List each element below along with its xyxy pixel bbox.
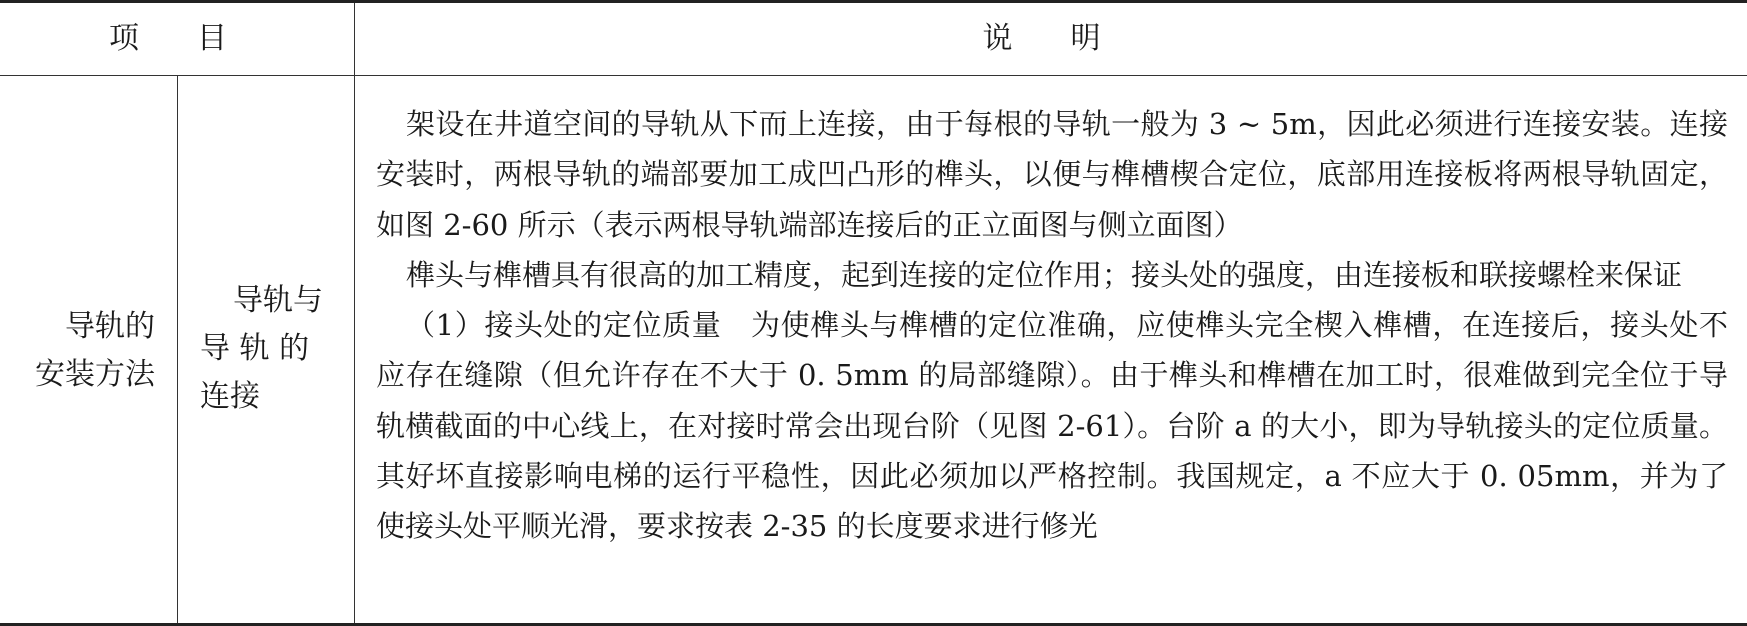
column-divider-main [354, 3, 355, 623]
row-subitem-line3: 连接 [200, 379, 260, 414]
header-divider [0, 75, 1747, 76]
row-category-line2: 安装方法 [35, 357, 155, 392]
row-subitem [200, 277, 340, 421]
row-subitem-line2: 导 轨 的 [200, 331, 310, 366]
header-description: 说明 [982, 21, 1159, 56]
row-category-line1: 导轨的 [65, 309, 155, 344]
description-paragraph: 榫头与榫槽具有很高的加工精度，起到连接的定位作用；接头处的强度，由连接板和联接螺栓来保证 [406, 257, 1683, 292]
header-item: 项目 [109, 21, 285, 56]
row-subitem-line1: 导轨与 [233, 283, 323, 318]
description-paragraph: （1）接头处的定位质量 为使榫头与榫槽的定位准确，应使榫头完全楔入榫槽，在连接后，接头处不应存在缝隙（但允许存在不大于 0. 5mm 的局部缝隙）。由于榫头和榫槽在加工时，很难做到完全位于导轨横截面的中心线上，在对接时常会出现台阶（见图 2-61）。台阶 a 的大小，即为导轨接头的定位质量。其好坏直接影响电梯的运行平稳性，因此必须加以严格控制。我国规定，a 不应大于 0. 05mm，并为了使接头处平顺光滑，要求按表 2-35 的长度要求进行修光 [376, 308, 1728, 544]
row-category [0, 303, 155, 399]
row-description [376, 99, 1728, 552]
column-divider-sub [177, 75, 178, 623]
description-paragraph: 架设在井道空间的导轨从下而上连接，由于每根的导轨一般为 3 ~ 5m，因此必须进行连接安装。连接安装时，两根导轨的端部要加工成凹凸形的榫头，以便与榫槽楔合定位，底部用连接板将两根导轨固定，如图 2-60 所示（表示两根导轨端部连接后的正立面图与侧立面图） [376, 107, 1728, 242]
